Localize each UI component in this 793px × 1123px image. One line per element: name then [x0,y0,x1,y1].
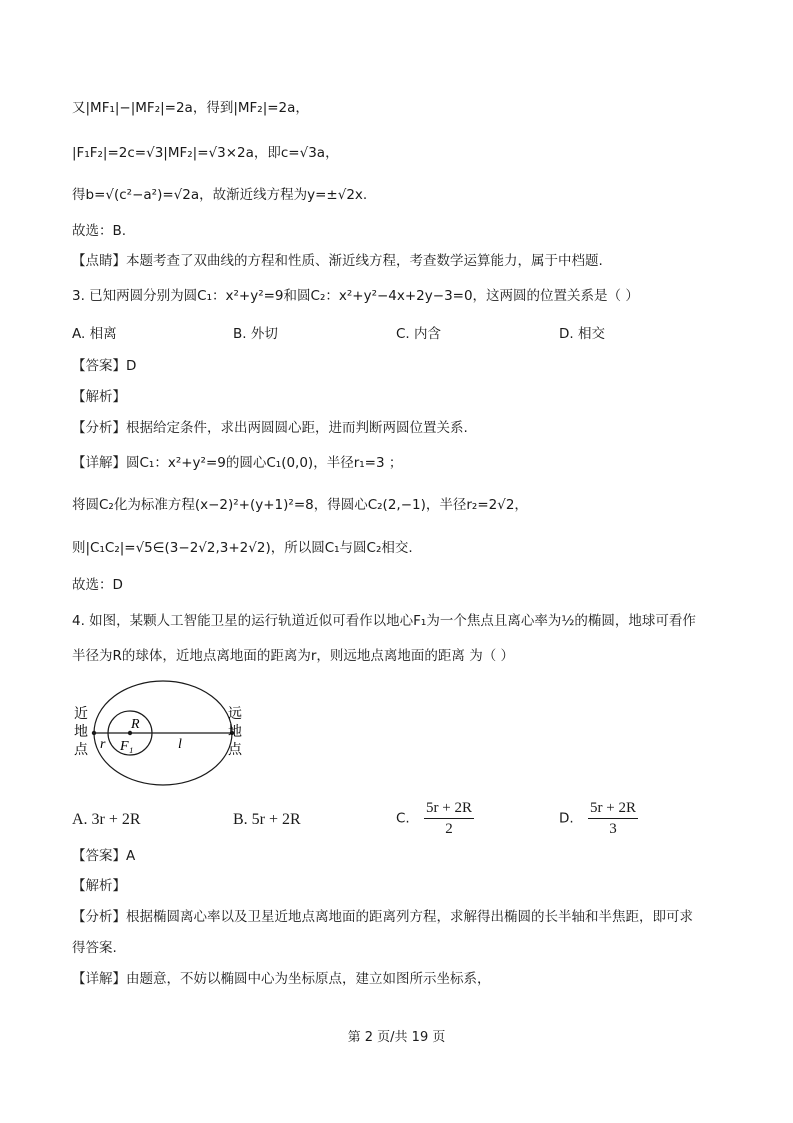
q4-option-c [396,798,474,839]
text: B. 外切 [233,326,278,342]
q3-step-2 [72,538,413,558]
text: A. 相离 [72,326,117,342]
q3-analysis-heading [72,387,126,407]
text: 【答案】D [72,358,137,374]
numerator: 5r + 2R [588,798,638,819]
question-3-stem [72,286,639,306]
text: B. 5r + 2R [233,811,301,828]
q3-option-b [233,324,278,344]
q4-analysis-2 [72,938,117,958]
q4-analysis-heading [72,876,126,896]
fraction [588,798,638,839]
q4-answer [72,846,135,866]
text: 3. 已知两圆分别为圆C₁：x²+y²=9和圆C₂：x²+y²−4x+2y−3=0，这两圆的位置关系是（ ） [72,288,639,304]
near-label-1: 近 [74,707,88,722]
q3-step-1 [72,495,528,515]
q3-answer [72,356,136,376]
q3-selection [72,575,123,595]
q4-detail [72,969,491,989]
solution-line-2 [72,143,339,163]
text: 又|MF₁|−|MF₂|=2a，得到|MF₂|=2a， [72,100,309,116]
option-label: D. [559,810,574,827]
q3-option-d [559,324,605,344]
focus-label: F₁ [120,739,134,754]
q3-detail [72,453,402,473]
text: 【点睛】本题考查了双曲线的方程和性质、渐近线方程，考查数学运算能力，属于中档题. [72,253,603,269]
text: 故选：B. [72,223,127,239]
comment-line [72,251,603,271]
radius-label: R [131,717,140,732]
denominator: 2 [445,821,453,837]
text: 将圆C₂化为标准方程(x−2)²+(y+1)²=8，得圆心C₂(2,−1)，半径r₂=2√2， [72,497,528,513]
text: 4. 如图，某颗人工智能卫星的运行轨道近似可看作以地心F₁为一个焦点且离心率为½的椭圆，地球可看作 [72,613,696,629]
ellipse-orbit-figure [70,676,250,786]
question-4-stem-2 [72,646,514,666]
text: 【分析】根据给定条件，求出两圆圆心距，进而判断两圆位置关系. [72,420,468,436]
solution-line-4 [72,221,126,241]
page-footer: 第 2 页/共 19 页 [347,1030,446,1045]
text: 【详解】由题意，不妨以椭圆中心为坐标原点，建立如图所示坐标系， [72,971,491,987]
text: 【解析】 [72,878,126,894]
q4-analysis-1 [72,907,693,927]
q3-option-c [396,324,441,344]
q4-option-a [72,810,141,830]
near-label-3: 点 [74,743,88,758]
text: 故选：D [72,577,123,593]
near-label-2: 地 [74,725,88,740]
text: 【答案】A [72,848,136,864]
far-label-1: 远 [228,707,242,722]
solution-line-3 [72,185,367,205]
text: |F₁F₂|=2c=√3|MF₂|=√3×2a，即c=√3a， [72,145,339,161]
text: 得答案. [72,940,117,956]
text: 【详解】圆C₁：x²+y²=9的圆心C₁(0,0)，半径r₁=3 ； [72,455,403,471]
question-4-stem-1 [72,611,696,631]
q4-option-b [233,810,301,830]
r-label: r [100,737,106,752]
perigee-point [92,731,96,735]
q3-option-a [72,324,117,344]
far-label-3: 点 [228,743,242,758]
numerator: 5r + 2R [424,798,474,819]
denominator: 3 [609,821,617,837]
text: 半径为R的球体，近地点离地面的距离为r，则远地点离地面的距离 为（ ） [72,648,515,664]
text: 【解析】 [72,389,126,405]
option-label: C. [396,810,410,827]
fraction [424,798,474,839]
l-label: l [178,737,182,752]
text: A. 3r + 2R [72,811,141,828]
text: 则|C₁C₂|=√5∈(3−2√2,3+2√2)，所以圆C₁与圆C₂相交. [72,540,413,556]
text: 得b=√(c²−a²)=√2a，故渐近线方程为y=±√2x. [72,187,368,203]
text: C. 内含 [396,326,442,342]
text: D. 相交 [559,326,605,342]
solution-line-1 [72,98,309,118]
q4-option-d [559,798,638,839]
q3-analysis [72,418,468,438]
far-label-2: 地 [228,725,242,740]
text: 【分析】根据椭圆离心率以及卫星近地点离地面的距离列方程，求解得出椭圆的长半轴和半焦距，即可求 [72,909,693,925]
